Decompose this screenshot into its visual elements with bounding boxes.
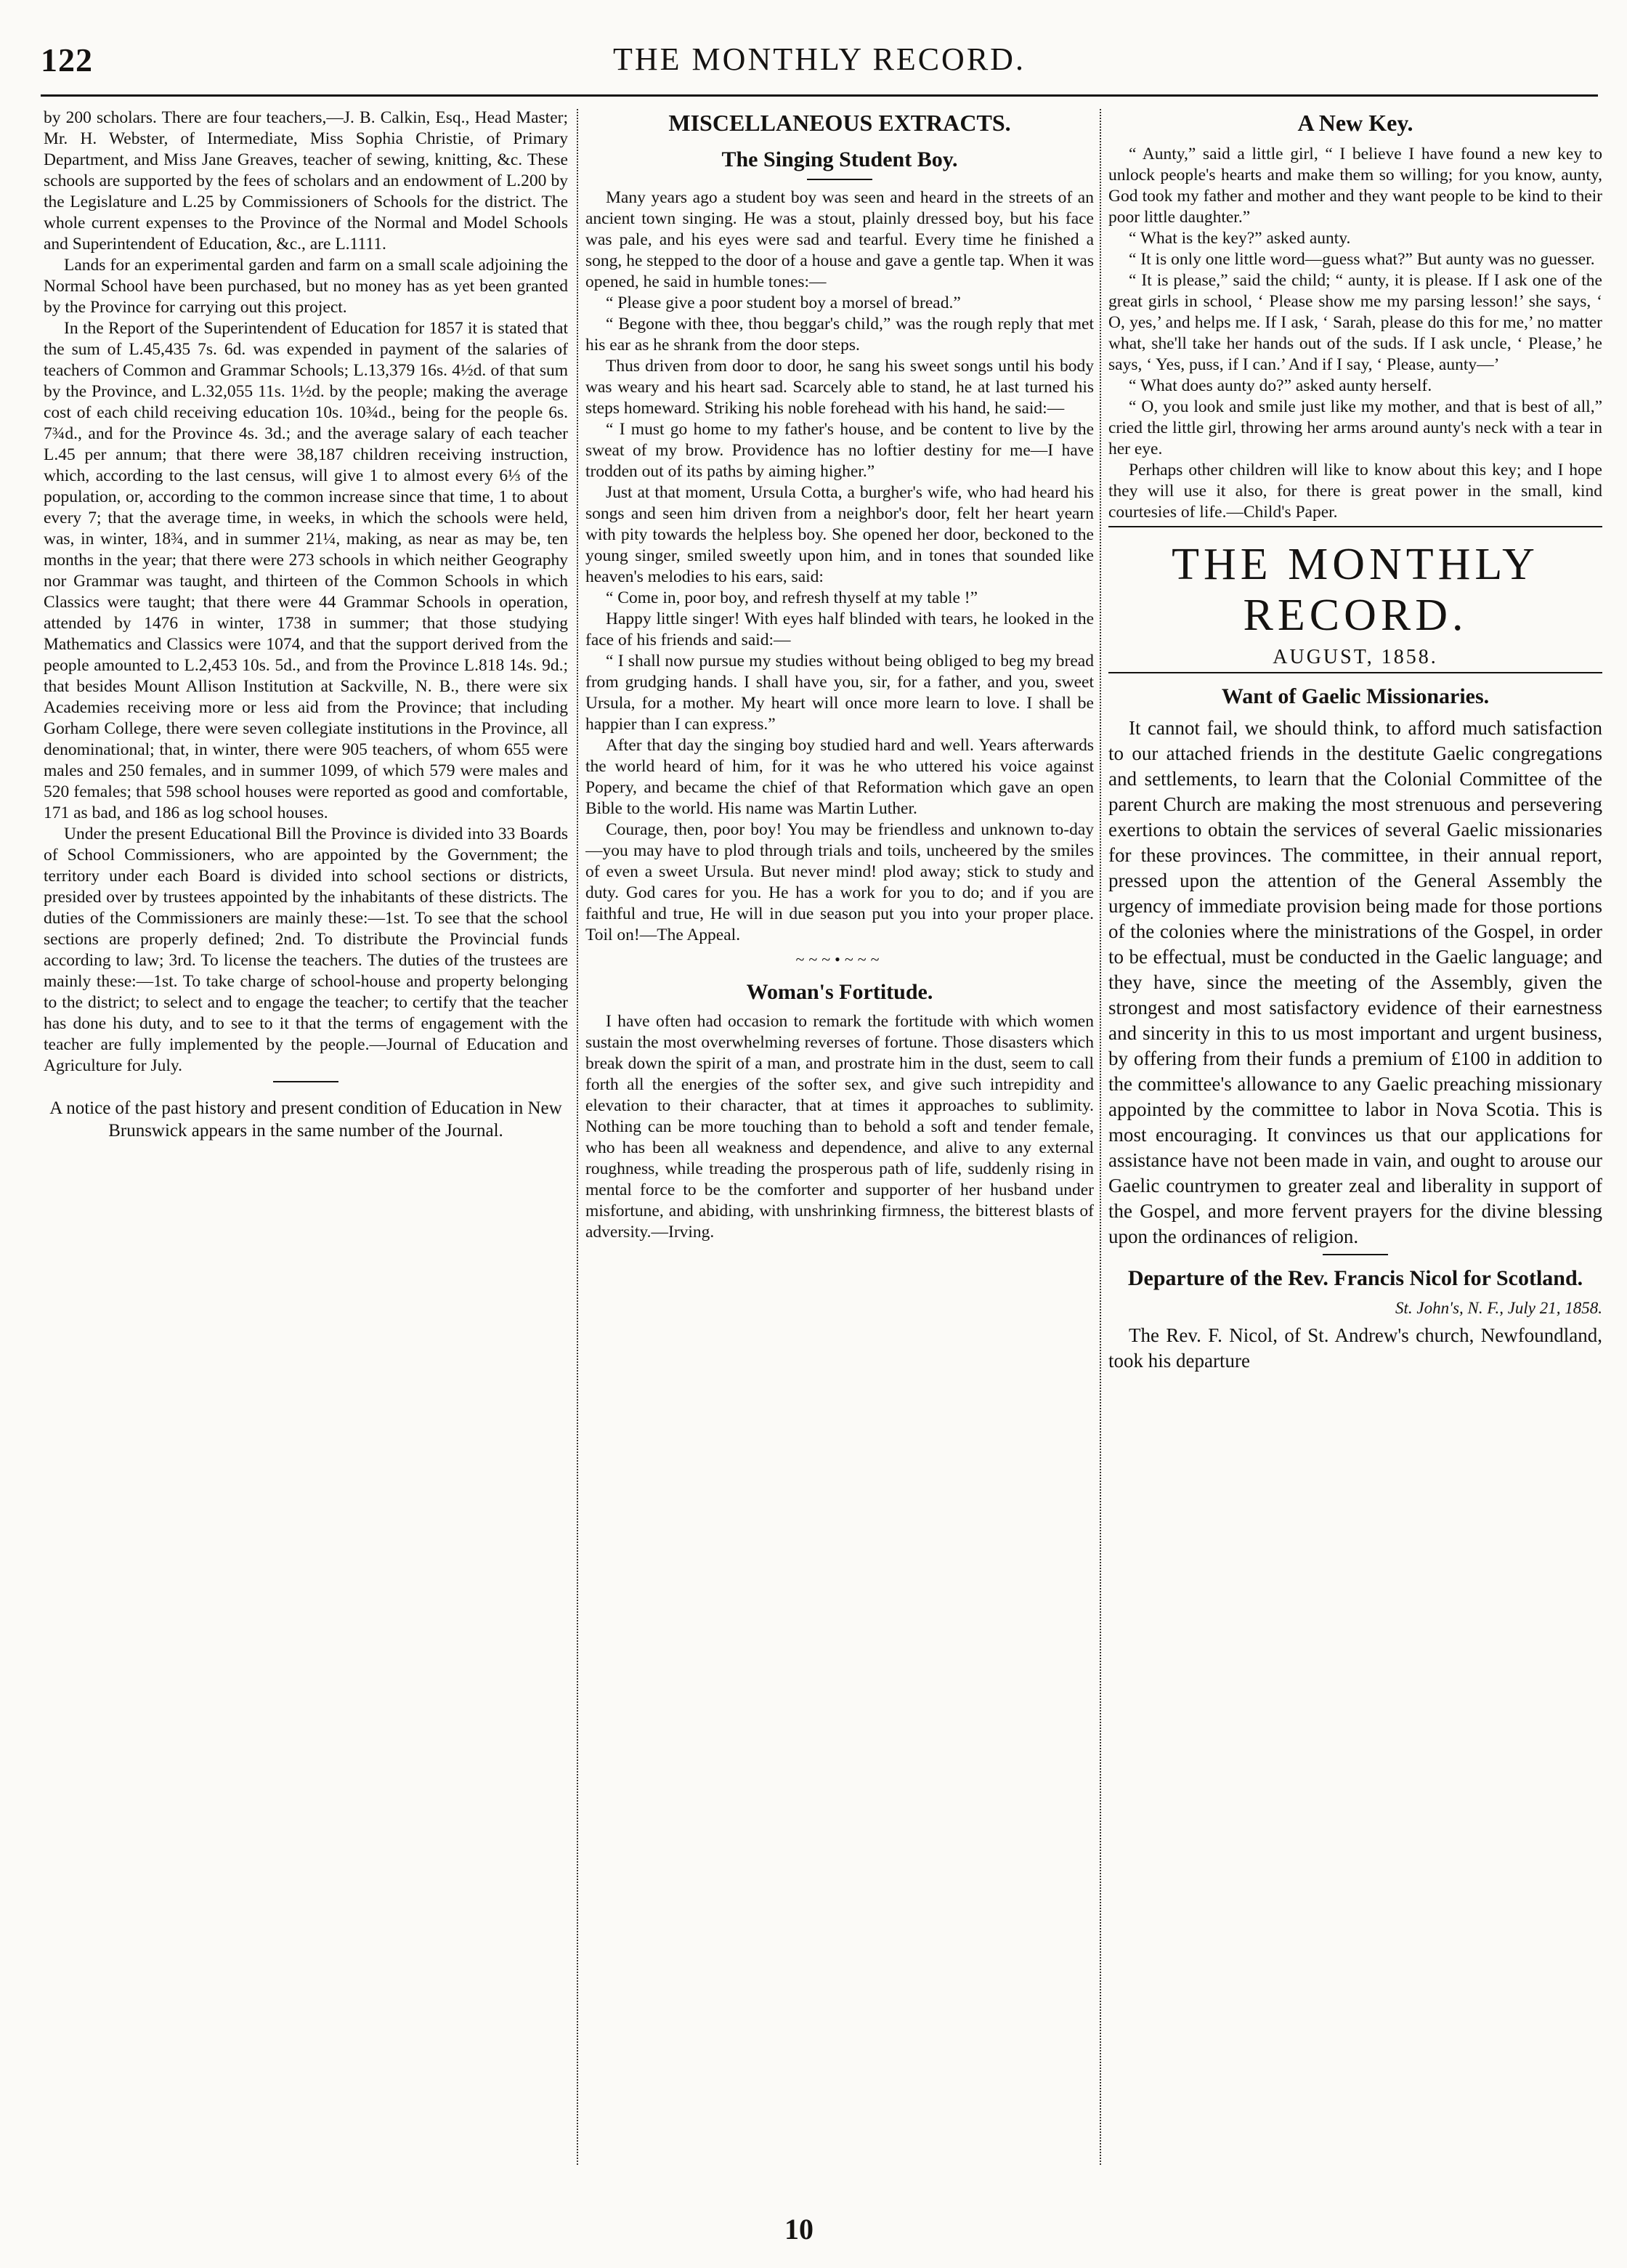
article-paragraph: “ Begone with thee, thou beggar's child,” was the rough reply that met his ear as he shrank from the door steps.: [585, 315, 1094, 355]
right-column: [1108, 108, 1602, 2229]
article-title: Departure of the Rev. Francis Nicol for Scotland.: [1127, 1266, 1583, 1290]
running-title: THE MONTHLY RECORD.: [613, 41, 1026, 77]
article-paragraph: “ It is only one little word—guess what?” But aunty was no guesser.: [1129, 250, 1595, 269]
article-title: The Singing Student Boy.: [721, 147, 958, 171]
section-title: MISCELLANEOUS EXTRACTS.: [668, 110, 1011, 136]
divider: [273, 1081, 338, 1082]
article-paragraph: After that day the singing boy studied hard and well. Years afterwards the world heard of him, for it was he who uttered his voice against Popery, and became the chief of that Reformation which gave an open Bible to the world. His name was Martin Luther.: [585, 736, 1094, 818]
article-paragraph: Perhaps other children will like to know about this key; and I hope they will use it also, for there is great power in the small, kind courtesies of life.—Child's Paper.: [1108, 461, 1602, 522]
masthead: THE MONTHLY RECORD.: [1172, 540, 1539, 640]
page-number: 122: [41, 41, 93, 78]
left-paragraph: by 200 scholars. There are four teachers,—J. B. Calkin, Esq., Head Master; Mr. H. Webster, of Intermediate, Miss Sophia Christie, of Primary Department, and Miss Jane Greaves, teacher of sewing, knitting, &c. These schools are supported by the fees of scholars and an endowment of L.200 by the Legislature and L.25 by Commissioners of Schools for the district. The whole current expenses to the Province of the Normal and Model Schools and Superintendent of Education, &c., are L.1111.: [44, 108, 568, 254]
article-paragraph: “ Come in, poor boy, and refresh thyself at my table !”: [606, 588, 978, 607]
ornament-divider: ~~~•~~~: [795, 950, 884, 968]
dateline: St. John's, N. F., July 21, 1858.: [1395, 1299, 1602, 1317]
left-paragraph: Under the present Educational Bill the Province is divided into 33 Boards of School Commissioners, who are appointed by the Government; the territory under each Board is divided into school sections or districts, presided over by trustees appointed by the inhabitants of these districts. The duties of the Commissioners are mainly these:—1st. To see that the school sections are properly defined; 2nd. To distribute the Provincial funds according to law; 3rd. To license the teachers. The duties of the trustees are mainly these:—1st. To take charge of school-house and property belonging to the district; to select and to engage the teacher; to certify that the teacher has done his duty, and to see to it that the terms of engagement with the teacher are fully implemented by the people.—Journal of Education and Agriculture for July.: [44, 825, 568, 1075]
masthead-rule: [1108, 526, 1602, 527]
divider: [1323, 1254, 1388, 1255]
article-paragraph: Courage, then, poor boy! You may be friendless and unknown to-day—you may have to plod through trials and toils, uncheered by the smiles of even a sweet Ursula. But never mind! plod away; stick to study and duty. God cares for you. He has a work for you to do; and if you are faithful and true, He will in due season put you into your proper place. Toil on!—The Appeal.: [585, 820, 1094, 944]
article-paragraph: “ Aunty,” said a little girl, “ I believe I have found a new key to unlock people's hearts and make them so willing; for you know, aunty, God took my father and mother and they want people to be kind to their poor little daughter.”: [1108, 145, 1602, 227]
column-divider: [577, 109, 578, 2165]
article-paragraph: “ Please give a poor student boy a morsel of bread.”: [606, 293, 961, 312]
article-title: Want of Gaelic Missionaries.: [1221, 684, 1490, 708]
left-column: [44, 108, 568, 2229]
article-paragraph: Many years ago a student boy was seen and heard in the streets of an ancient town singing. He was a stout, plainly dressed boy, but his face was pale, and his eyes were sad and tearful. Every time he finished a song, he stepped to the door of a house and gave a gentle tap. When it was opened, he said in humble tones:—: [585, 188, 1094, 291]
article-paragraph: Just at that moment, Ursula Cotta, a burgher's wife, who had heard his songs and seen him driven from a neighbor's door, felt her heart yearn with pity towards the helpless boy. She opened her door, beckoned to the young singer, smiled sweetly upon him, and in tones that sounded like heaven's melodies to his ears, said:: [585, 483, 1094, 586]
article-paragraph: I have often had occasion to remark the fortitude with which women sustain the most overwhelming reverses of fortune. Those disasters which break down the spirit of a man, and prostrate him in the dust, seem to call forth all the energies of the softer sex, and give such intrepidity and elevation to their character, that at times it approaches to sublimity. Nothing can be more touching than to behold a soft and tender female, who has been all weakness and dependence, and alive to any external roughness, while treading the prosperous path of life, suddenly rising in mental force to be the comforter and supporter of her husband under misfortune, and abiding, with unshrinking firmness, the bitterest blasts of adversity.—Irving.: [585, 1012, 1094, 1242]
article-paragraph: “ What does aunty do?” asked aunty herself.: [1129, 376, 1432, 395]
article-paragraph: Happy little singer! With eyes half blinded with tears, he looked in the face of his friends and said:—: [585, 609, 1094, 649]
column-divider: [1100, 109, 1101, 2165]
left-paragraph: Lands for an experimental garden and farm on a small scale adjoining the Normal School have been purchased, but no money has as yet been granted by the Province for carrying out this project.: [44, 256, 568, 317]
masthead-rule: [1108, 672, 1602, 673]
left-paragraph: In the Report of the Superintendent of Education for 1857 it is stated that the sum of L.45,435 7s. 6d. was expended in payment of the salaries of teachers of Common and Grammar Schools; L.13,379 16s. 4½d. of that sum by the Province, and L.32,055 11s. 1½d. by the people; making the average cost of each child receiving education 10s. 10¾d., being for the people 6s. 7¾d., and for the Province 4s. 3d.; and the average salary of each teacher L.45 per annum; that there were 38,187 children receiving instruction, which, according to the last census, will give 1 to almost every 6⅓ of the population, or, according to the common increase since that time, 1 to about every 7; that the average time, in weeks, in which the schools were held, was, in winter, 18¾, and in summer 21¼, making, as near as may be, ten months in the year; that there were 273 schools in which neither Geography nor Grammar was taught, and thirteen of the Common Schools in which Classics were taught; that there were 44 Grammar Schools in operation, attended by 1476 in winter, 1738 in summer; that those studying Mathematics and Classics were 1074, and that the support derived from the people amounted to L.2,453 10s. 5d., and from the Province L.818 14s. 9d.; that besides Mount Allison Institution at Sackville, N. B., there were six Academies receiving more or less aid from the Province; that including Gorham College, there were seven collegiate institutions in the Province, all denominational; that, in winter, there were 905 teachers, of whom 655 were males and 250 females, and in summer 1099, of which 579 were males and 520 females; that 598 school houses were reported as good and comfortable, 171 as bad, and 186 as log school houses.: [44, 319, 568, 822]
masthead-date: AUGUST, 1858.: [1273, 646, 1438, 668]
article-paragraph: The Rev. F. Nicol, of St. Andrew's church, Newfoundland, took his departure: [1108, 1324, 1602, 1372]
article-paragraph: “ It is please,” said the child; “ aunty, it is please. If I ask one of the great girls in school, ‘ Please show me my parsing lesson!’ she says, ‘ O, yes,’ and helps me. If I ask, ‘ Sarah, please do this for me,’ no matter what, she'll take her hands out of the suds. If I ask uncle, ‘ Please,’ he says, ‘ Yes, puss, if I can.’ And if I say, ‘ Please, aunty—’: [1108, 271, 1602, 374]
signature-mark: 10: [784, 2213, 814, 2245]
article-paragraph: “ I shall now pursue my studies without being obliged to beg my bread from grudging hands. I shall have you, sir, for a father, and you, sweet Ursula, for a mother. My heart will once more learn to love. I shall be happier than I can express.”: [585, 652, 1094, 734]
article-paragraph: It cannot fail, we should think, to afford much satisfaction to our attached friends in the destitute Gaelic congregations and settlements, to learn that the Colonial Committee of the parent Church are making the most strenuous and persevering exertions to obtain the services of several Gaelic missionaries for these provinces. The committee, in their annual report, pressed upon the attention of the General Assembly the urgency of immediate provision being made for those portions of the colonies where the ministrations of the Gospel, in order to be effectual, must be conducted in the Gaelic language; and they have, since the meeting of the Assembly, given the strongest and most satisfactory evidence of their earnestness and sincerity in this to us most important and urgent business, by offering from their funds a premium of £100 in addition to the committee's allowance to any Gaelic preaching missionary appointed by the committee to labor in Nova Scotia. This is most encouraging. It convinces us that our applications for assistance have not been made in vain, and ought to arouse our Gaelic countrymen to greater zeal and liberality in support of the Gospel, and more fervent prayers for the divine blessing upon the ordinances of religion.: [1108, 717, 1602, 1247]
notice-paragraph: A notice of the past history and present condition of Education in New Brunswick appears in the same number of the Journal.: [49, 1098, 562, 1141]
divider: [807, 179, 872, 180]
article-paragraph: “ What is the key?” asked aunty.: [1129, 229, 1351, 248]
article-title: A New Key.: [1297, 110, 1413, 136]
article-paragraph: “ I must go home to my father's house, and be content to live by the sweat of my brow. Providence has no loftier destiny for me—I have trodden out of its paths by aiming higher.”: [585, 420, 1094, 481]
middle-column: [585, 108, 1094, 2200]
running-head: [41, 41, 1598, 84]
article-title: Woman's Fortitude.: [746, 980, 933, 1004]
article-paragraph: Thus driven from door to door, he sang his sweet songs until his body was weary and his heart sad. Scarcely able to stand, he at last turned his steps homeward. Striking his noble forehead with his hand, he said:—: [585, 357, 1094, 418]
header-rule: [41, 94, 1598, 97]
article-paragraph: “ O, you look and smile just like my mother, and that is best of all,” cried the little girl, throwing her arms around aunty's neck with a tear in her eye.: [1108, 397, 1602, 458]
